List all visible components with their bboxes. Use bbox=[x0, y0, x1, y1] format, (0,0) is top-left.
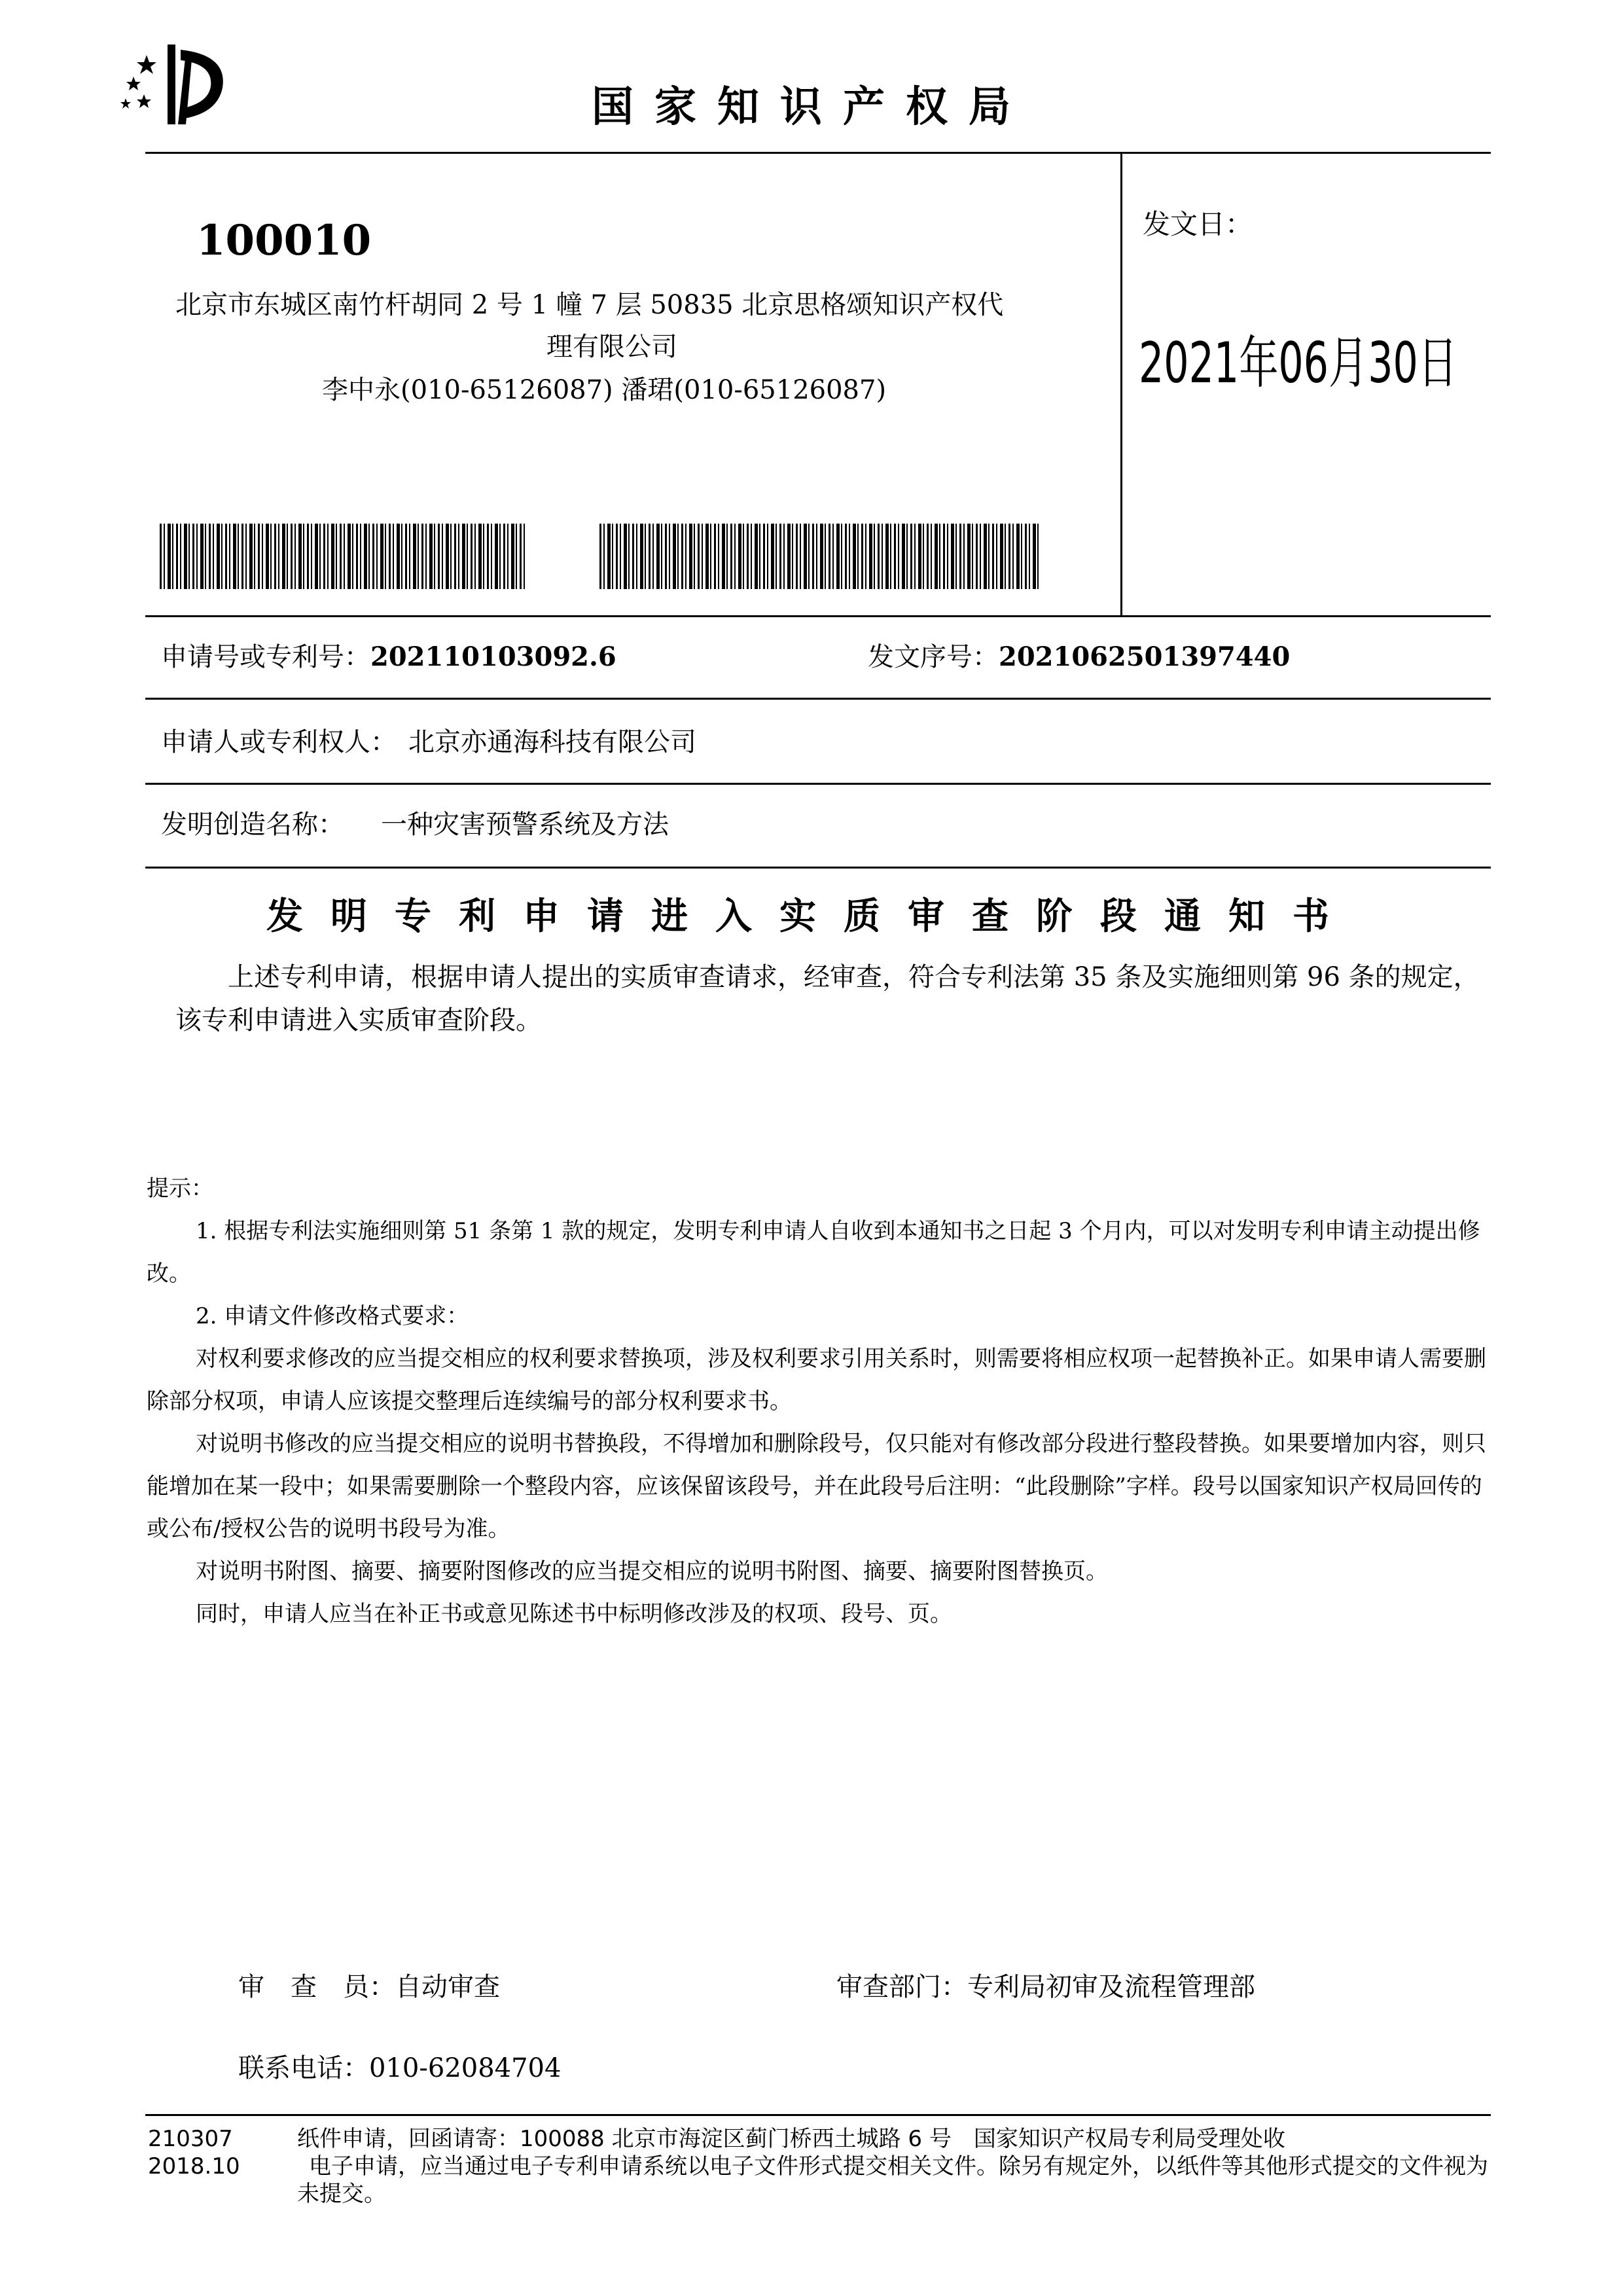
info-divider-top bbox=[145, 615, 1491, 617]
header-divider bbox=[145, 152, 1491, 154]
info-divider bbox=[145, 698, 1491, 700]
electronic-submission-note: 电子申请，应当通过电子专利申请系统以电子文件形式提交相关文件。除另有规定外，以纸件等其他形式提交的文件视为未提交。 bbox=[297, 2153, 1488, 2207]
issue-date-divider bbox=[1120, 152, 1122, 615]
paper-submission-note: 纸件申请，回函请寄：100088 北京市海淀区蓟门桥西土城路 6 号 国家知识产权局专利局受理处收 bbox=[297, 2126, 1285, 2152]
issue-date-stamp: 2021年06月30日 bbox=[1139, 331, 1458, 396]
star-icon bbox=[137, 55, 156, 74]
footer-divider bbox=[145, 2114, 1491, 2116]
notice-body: 上述专利申请，根据申请人提出的实质审查请求，经审查，符合专利法第 35 条及实施细则第 96 条的规定，该专利申请进入实质审查阶段。 bbox=[175, 962, 1480, 1035]
form-code: 210307 bbox=[148, 2126, 233, 2152]
examiner-row bbox=[238, 1966, 500, 2003]
doc-number-row bbox=[868, 637, 1290, 677]
info-divider-bottom bbox=[145, 867, 1491, 869]
app-number-row bbox=[161, 637, 616, 677]
app-number-label: 申请号或专利号： bbox=[161, 642, 370, 672]
recipient-address: 北京市东城区南竹杆胡同 2 号 1 幢 7 层 50835 北京思格颂知识产权代 bbox=[175, 290, 1004, 320]
recipient-contacts: 李中永(010-65126087) 潘珺(010-65126087) bbox=[322, 375, 887, 405]
invention-name: 一种灾害预警系统及方法 bbox=[381, 810, 669, 840]
barcode-right bbox=[599, 524, 1039, 589]
postal-code: 100010 bbox=[196, 216, 372, 265]
examiner-label: 审 查 员： bbox=[238, 1972, 395, 2002]
issue-date-label: 发文日： bbox=[1143, 208, 1253, 240]
invention-row bbox=[161, 805, 669, 844]
applicant-name: 北京亦通海科技有限公司 bbox=[408, 727, 696, 757]
tip-item: 对说明书附图、摘要、摘要附图修改的应当提交相应的说明书附图、摘要、摘要附图替换页。 bbox=[196, 1558, 1108, 1585]
info-divider bbox=[145, 783, 1491, 785]
doc-number-label: 发文序号： bbox=[868, 642, 999, 672]
tips-label: 提示： bbox=[147, 1175, 213, 1202]
recipient-address-cont: 理有限公司 bbox=[546, 332, 677, 362]
phone-label: 联系电话： bbox=[238, 2053, 369, 2083]
tip-item: 同时，申请人应当在补正书或意见陈述书中标明修改涉及的权项、段号、页。 bbox=[196, 1601, 952, 1627]
invention-label: 发明创造名称： bbox=[161, 810, 344, 840]
phone-row bbox=[238, 2047, 561, 2085]
department-row bbox=[836, 1966, 1255, 2003]
barcode-left bbox=[160, 524, 527, 589]
tip-item: 1. 根据专利法实施细则第 51 条第 1 款的规定，发明专利申请人自收到本通知书之日起 3 个月内，可以对发明专利申请主动提出修改。 bbox=[147, 1218, 1480, 1287]
tips-list bbox=[147, 1210, 1491, 1636]
tip-item: 2. 申请文件修改格式要求： bbox=[196, 1303, 469, 1329]
department-name: 专利局初审及流程管理部 bbox=[967, 1972, 1255, 2002]
agency-title: 国家知识产权局 bbox=[592, 83, 1031, 132]
tip-item: 对说明书修改的应当提交相应的说明书替换段，不得增加和删除段号，仅只能对有修改部分段进行整段替换。如果要增加内容，则只能增加在某一段中；如果需要删除一个整段内容，应该保留该段号，并在此段号后注明：“此段删除”字样。段号以国家知识产权局回传的或公布/授权公告的说明书段号为准。 bbox=[147, 1431, 1486, 1542]
examiner-name: 自动审查 bbox=[395, 1972, 500, 2002]
department-label: 审查部门： bbox=[836, 1972, 967, 2002]
tip-item: 对权利要求修改的应当提交相应的权利要求替换项，涉及权利要求引用关系时，则需要将相应权项一起替换补正。如果申请人需要删除部分权项，申请人应该提交整理后连续编号的部分权利要求书。 bbox=[147, 1346, 1486, 1414]
phone-number: 010-62084704 bbox=[369, 2053, 562, 2083]
applicant-row bbox=[161, 723, 696, 762]
form-version-date: 2018.10 bbox=[148, 2153, 240, 2179]
applicant-label: 申请人或专利权人： bbox=[161, 727, 397, 757]
doc-number: 2021062501397440 bbox=[999, 641, 1291, 672]
app-number: 202110103092.6 bbox=[370, 641, 616, 672]
notice-title: 发明专利申请进入实质审查阶段通知书 bbox=[266, 895, 1357, 938]
